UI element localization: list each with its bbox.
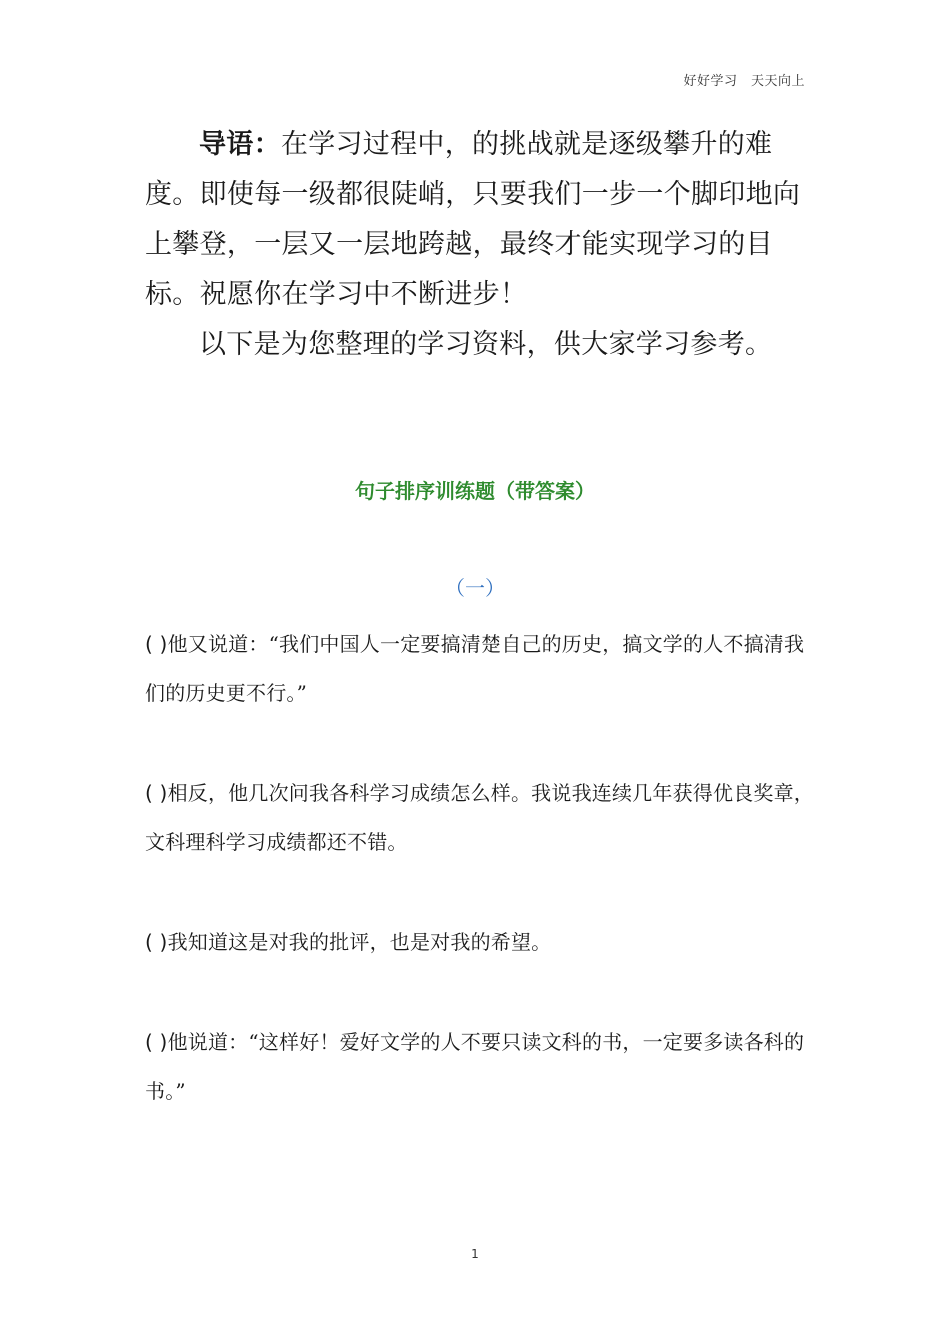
page-number: 1 [471, 1247, 479, 1261]
answer-blank: ( ) [145, 781, 168, 805]
intro-text: 在学习过程中，的挑战就是逐级攀升的难度。即使每一级都很陡峭，只要我们一步一个脚印地向上攀登，一层又一层地跨越，最终才能实现学习的目标。祝愿你在学习中不断进步！ [145, 129, 801, 310]
question-text: 相反，他几次问我各科学习成绩怎么样。我说我连续几年获得优良奖章，文科理科学习成绩都还不错。 [145, 781, 814, 854]
header-slogan: 好好学习 天天向上 [683, 74, 805, 89]
question-text: 他又说道：“我们中国人一定要搞清楚自己的历史，搞文学的人不搞清我们的历史更不行。” [145, 632, 805, 705]
question-text: 他说道：“这样好！爱好文学的人不要只读文科的书，一定要多读各科的书。” [145, 1030, 805, 1103]
intro-reference-note: 以下是为您整理的学习资料，供大家学习参考。 [199, 329, 773, 360]
question-item [145, 918, 815, 967]
intro-paragraph [145, 120, 810, 320]
question-list [145, 620, 815, 1167]
question-text: 我知道这是对我的批评，也是对我的希望。 [167, 930, 552, 954]
answer-blank: ( ) [145, 930, 168, 954]
question-item [145, 620, 815, 718]
intro-section [145, 120, 810, 370]
document-title: 句子排序训练题（带答案） [355, 479, 595, 503]
answer-blank: ( ) [145, 632, 168, 656]
answer-blank: ( ) [145, 1030, 168, 1054]
question-item [145, 769, 815, 867]
question-item [145, 1018, 815, 1116]
section-number: （一） [445, 576, 505, 600]
intro-lead: 导语： [199, 129, 281, 160]
